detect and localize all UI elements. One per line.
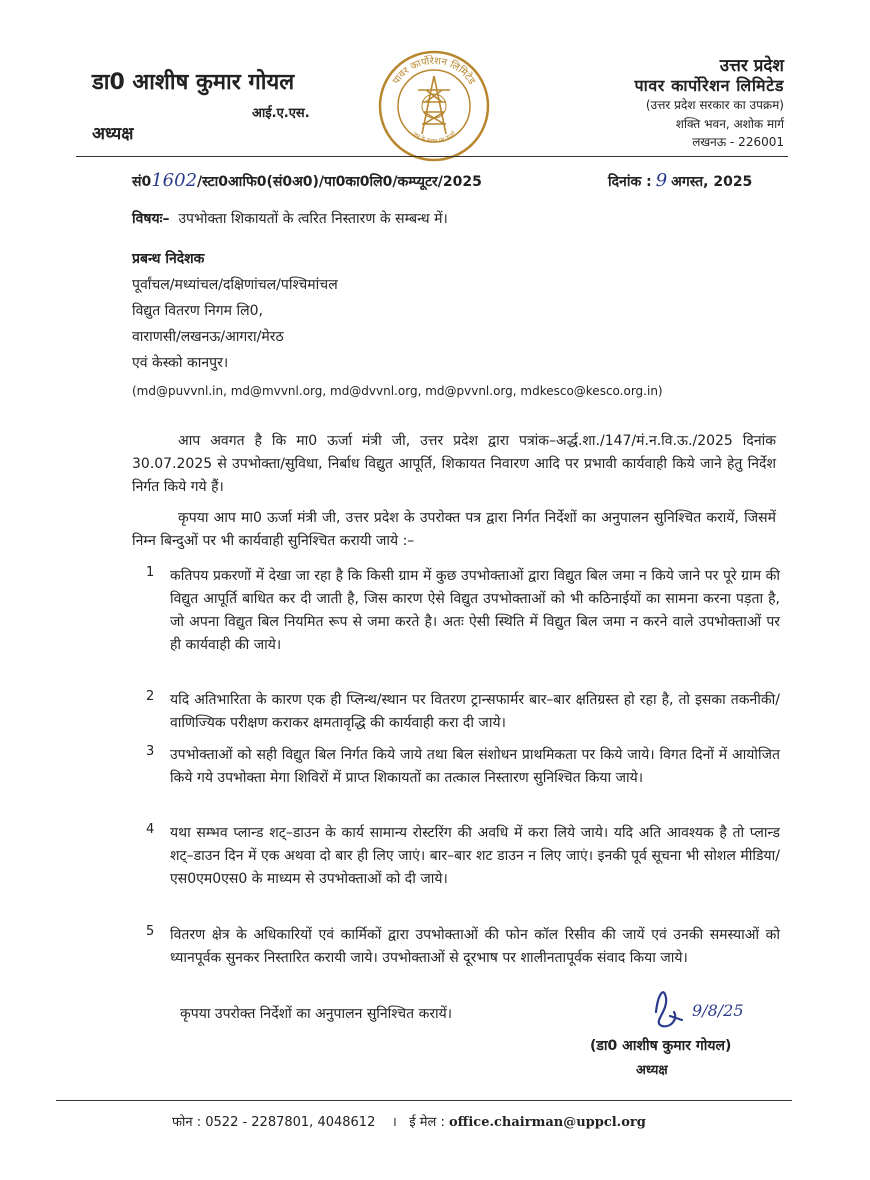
date-day: 9 (655, 170, 668, 191)
date-label: दिनांक : (608, 174, 652, 190)
reference-number (132, 170, 482, 191)
subject-line (132, 209, 448, 228)
addressee-line1: पूर्वांचल/मध्यांचल/दक्षिणांचल/पश्चिमांचल (132, 277, 338, 293)
addressee-line4: एवं केस्को कानपुर। (132, 355, 229, 371)
list-item (146, 744, 780, 790)
footer-phone: फोन : 0522 - 2287801, 4048612 (172, 1115, 376, 1130)
sender-post: अध्यक्ष (92, 124, 134, 144)
footer-email-label: ई मेल : (409, 1115, 445, 1130)
footer-contact (172, 1112, 646, 1130)
list-item-number: 2 (146, 689, 155, 704)
list-item-number: 5 (146, 924, 155, 939)
list-item-text: यदि अतिभारिता के कारण एक ही प्लिन्थ/स्थान पर वितरण ट्रान्सफार्मर बार–बार क्षतिग्रस्त हो रहा है, तो इसका तकनीकी/वाणिज्यिक परीक्षण कराकर क्षमतावृद्धि की कार्यवाही करा दी जाये। (170, 692, 780, 731)
list-item (146, 924, 780, 970)
subject-label: विषयः– (132, 211, 170, 227)
org-state: उत्तर प्रदेश (719, 56, 784, 76)
sender-name: डा0 आशीष कुमार गोयल (92, 70, 295, 95)
ref-rest: /स्टा0आफि0(सं0अ0)/पा0का0लि0/कम्प्यूटर/2025 (197, 174, 482, 190)
list-item (146, 822, 780, 891)
logo-top-text: पावर कार्पोरेशन लिमिटेड (390, 55, 478, 87)
addressee-line3: वाराणसी/लखनऊ/आगरा/मेरठ (132, 329, 284, 345)
signature-date: 9/8/25 (692, 1001, 744, 1020)
org-name: पावर कार्पोरेशन लिमिटेड (634, 76, 784, 95)
logo-bottom-text: जन के सतत पर ऊर्जा (410, 130, 458, 145)
signature (648, 982, 764, 1036)
subject-text: उपभोक्ता शिकायतों के त्वरित निस्तारण के सम्बन्ध में। (178, 211, 448, 227)
list-item-number: 3 (146, 744, 155, 759)
sender-degree: आई.ए.एस. (252, 106, 310, 121)
org-undertaking: (उत्तर प्रदेश सरकार का उपक्रम) (645, 98, 784, 112)
addressee-block (132, 246, 338, 376)
uppcl-logo (378, 50, 490, 162)
org-address-block (634, 56, 784, 151)
list-item-text: यथा सम्भव प्लान्ड शट्–डाउन के कार्य सामान्य रोस्टरिंग की अवधि में करा लिये जाये। यदि अति आवश्यक है तो प्लान्ड शट्–डाउन दिन में एक अथवा दो बार ही लिए जाएं। बार–बार शट डाउन न लिए जाएं। इनकी पूर्व सूचना भी सोशल मीडिया/एस0एम0एस0 के माध्यम से उपभोक्ताओं को दी जाये। (170, 825, 780, 887)
ref-handwritten-number: 1602 (151, 170, 198, 191)
list-item-text: उपभोक्ताओं को सही विद्युत बिल निर्गत किये जाये तथा बिल संशोधन प्राथमिकता पर किये जाये। विगत दिनों में आयोजित किये गये उपभोक्ता मेगा शिविरों में प्राप्त शिकायतों का तत्काल निस्तारण सुनिश्चित किया जाये। (170, 747, 780, 786)
footer-email: office.chairman@uppcl.org (449, 1115, 646, 1130)
list-item (146, 565, 780, 657)
list-item-text: कतिपय प्रकरणों में देखा जा रहा है कि किसी ग्राम में कुछ उपभोक्ताओं द्वारा विद्युत बिल जमा न किये जाने पर पूरे ग्राम की विद्युत आपूर्ति बाधित कर दी जाती है, जिस कारण ऐसे विद्युत उपभोक्ताओं को भी कठिनाईयों का सामना करना पड़ता है, जो अपना विद्युत बिल नियमित रूप से जमा करते है। अतः ऐसी स्थिति में विद्युत बिल जमा न करने वाले उपभोक्ताओं पर ही कार्यवाही की जाये। (170, 568, 780, 653)
addressee-title: प्रबन्ध निदेशक (132, 251, 205, 267)
signatory-name: (डा0 आशीष कुमार गोयल) (590, 1038, 732, 1054)
list-item (146, 689, 780, 735)
addressee-line2: विद्युत वितरण निगम लि0, (132, 303, 263, 319)
addressee-emails: (md@puvvnl.in, md@mvvnl.org, md@dvvnl.org, md@pvvnl.org, mdkesco@kesco.org.in) (132, 384, 663, 398)
list-item-text: वितरण क्षेत्र के अधिकारियों एवं कार्मिकों द्वारा उपभोक्ताओं की फोन कॉल रिसीव की जायें एवं उनकी समस्याओं को ध्यानपूर्वक सुनकर निस्तारित करायी जाये। उपभोक्ताओं से दूरभाष पर शालीनतापूर्वक संवाद किया जाये। (170, 927, 780, 966)
body-paragraph-2: कृपया आप मा0 ऊर्जा मंत्री जी, उत्तर प्रदेश के उपरोक्त पत्र द्वारा निर्गत निर्देशों का अनुपालन सुनिश्चित करायें, जिसमें निम्न बिन्दुओं पर भी कार्यवाही सुनिश्चित करायी जाये :– (132, 510, 776, 549)
org-city: लखनऊ - 226001 (692, 135, 784, 149)
list-item-number: 1 (146, 565, 155, 580)
tower-icon (418, 76, 450, 134)
list-item-number: 4 (146, 822, 155, 837)
closing-line: कृपया उपरोक्त निर्देशों का अनुपालन सुनिश्चित करायें। (180, 1006, 453, 1022)
letter-date (608, 170, 752, 191)
svg-text:जन के सतत पर ऊर्जा (411, 129, 458, 145)
footer-divider (56, 1100, 792, 1101)
date-rest: अगस्त, 2025 (671, 174, 753, 190)
ref-prefix: सं0 (132, 174, 152, 190)
body-paragraph-1: आप अवगत है कि मा0 ऊर्जा मंत्री जी, उत्तर प्रदेश द्वारा पत्रांक–अर्द्ध.शा./147/मं.न.वि.ऊ./2025 दिनांक 30.07.2025 से उपभोक्ता/सुविधा, निर्बाध विद्युत आपूर्ति, शिकायत निवारण आदि पर प्रभावी कार्यवाही किये जाने हेतु निर्देश निर्गत किये गये हैं। (132, 433, 776, 495)
signatory-post: अध्यक्ष (636, 1063, 668, 1078)
header-divider (76, 156, 788, 157)
footer-separator: । (391, 1115, 397, 1130)
org-building: शक्ति भवन, अशोक मार्ग (675, 117, 784, 131)
